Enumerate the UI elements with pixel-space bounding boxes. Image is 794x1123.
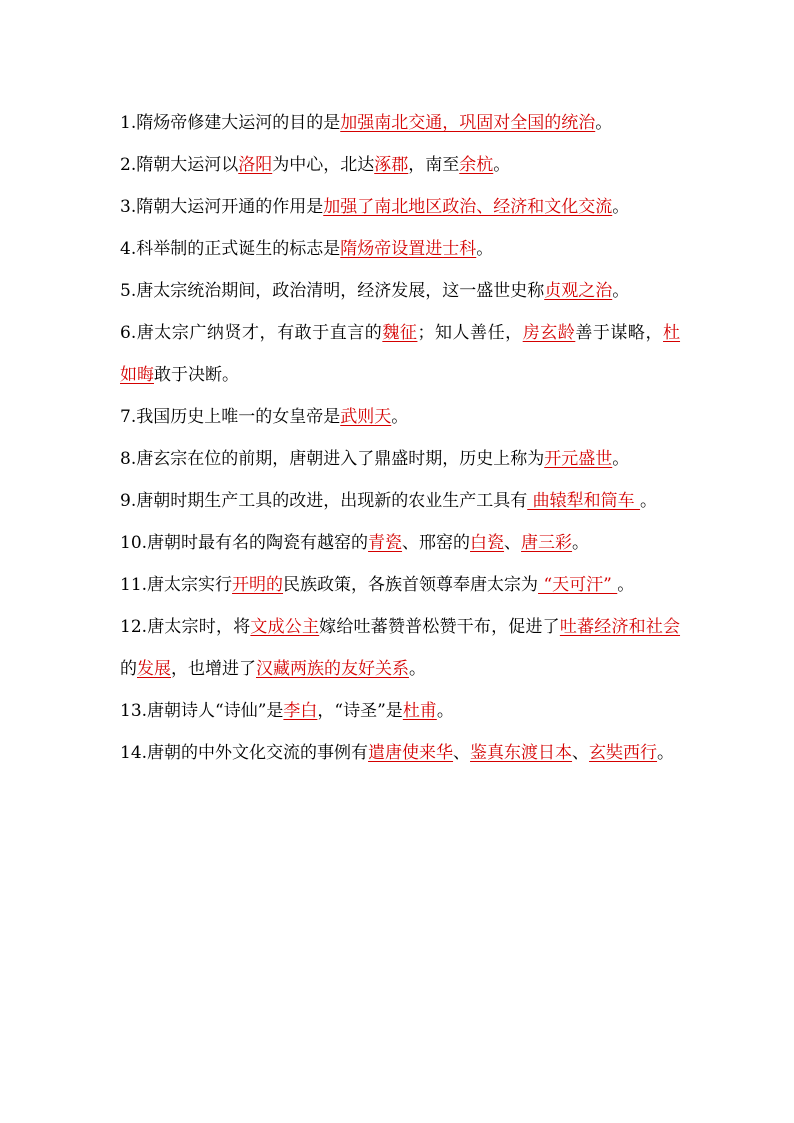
question-text: 、	[504, 533, 522, 553]
question-text: 。	[476, 239, 494, 259]
answer-text: 青瓷	[368, 533, 403, 553]
question-item	[120, 312, 680, 396]
question-item	[120, 102, 680, 144]
answer-text: 唐三彩	[521, 533, 573, 553]
answer-text: 文成公主	[250, 617, 320, 637]
question-text: 8.唐玄宗在位的前期，唐朝进入了鼎盛时期，历史上称为	[120, 449, 545, 469]
question-text: 嫁给吐蕃赞普松赞干布，促进了	[319, 617, 560, 637]
question-text: 民族政策，各族首领尊奉唐太宗为	[283, 575, 539, 595]
answer-text: 涿郡	[374, 155, 409, 175]
question-text: 6.唐太宗广纳贤才，有敢于直言的	[120, 323, 383, 343]
question-text: 2.隋朝大运河以	[120, 155, 239, 175]
question-text: 5.唐太宗统治期间，政治清明，经济发展，这一盛世史称	[120, 281, 545, 301]
question-text: 。	[391, 407, 409, 427]
answer-text: 杜如晦	[120, 323, 681, 385]
question-text: 。	[493, 155, 511, 175]
question-text: 1.隋炀帝修建大运河的目的是	[120, 113, 341, 133]
question-item	[120, 606, 680, 690]
question-list	[120, 102, 680, 774]
question-text: 3.隋朝大运河开通的作用是	[120, 197, 324, 217]
question-item	[120, 522, 680, 564]
question-text: 为中心，北达	[272, 155, 375, 175]
answer-text: 玄奘西行	[589, 743, 658, 763]
question-text: 。	[612, 449, 630, 469]
question-text: 7.我国历史上唯一的女皇帝是	[120, 407, 341, 427]
question-item	[120, 270, 680, 312]
question-text: 。	[617, 575, 635, 595]
answer-text: 开明的	[232, 575, 284, 595]
answer-text: 吐蕃经济和社会	[559, 617, 681, 637]
answer-text: 武则天	[340, 407, 392, 427]
question-text: 。	[612, 281, 630, 301]
answer-text: 鉴真东渡日本	[470, 743, 573, 763]
question-text: 。	[595, 113, 613, 133]
answer-text: 遣唐使来华	[368, 743, 454, 763]
answer-text: 余杭	[459, 155, 494, 175]
answer-text: 开元盛世	[544, 449, 613, 469]
question-text: 、	[453, 743, 471, 763]
document-page	[120, 102, 680, 774]
answer-text: 杜甫	[402, 701, 437, 721]
question-text: ；知人善任，	[417, 323, 523, 343]
question-text: 。	[612, 197, 630, 217]
question-text: ，南至	[408, 155, 460, 175]
question-text: 9.唐朝时期生产工具的改进，出现新的农业生产工具有	[120, 491, 528, 511]
question-text: 10.唐朝时最有名的陶瓷有越窑的	[120, 533, 369, 553]
answer-text: 白瓷	[470, 533, 505, 553]
answer-text: 汉藏两族的友好关系	[256, 659, 409, 679]
answer-text: 加强了南北地区政治、经济和文化交流	[323, 197, 613, 217]
question-text: 12.唐太宗时，将	[120, 617, 251, 637]
question-item	[120, 144, 680, 186]
question-text: 13.唐朝诗人“诗仙”是	[120, 701, 284, 721]
question-item	[120, 480, 680, 522]
answer-text: “天可汗”	[538, 575, 618, 595]
question-text: ，“诗圣”是	[317, 701, 403, 721]
question-text: 。	[409, 659, 426, 679]
question-item	[120, 564, 680, 606]
answer-text: 魏征	[382, 323, 418, 343]
question-item	[120, 228, 680, 270]
answer-text: 李白	[283, 701, 318, 721]
question-text: 敢于决断。	[154, 365, 239, 385]
question-text: 、	[572, 743, 590, 763]
answer-text: 隋炀帝设置进士科	[340, 239, 477, 259]
question-text: 11.唐太宗实行	[120, 575, 233, 595]
question-item	[120, 438, 680, 480]
answer-text: 洛阳	[238, 155, 273, 175]
question-text: ，也增进了	[171, 659, 256, 679]
answer-text: 贞观之治	[544, 281, 613, 301]
answer-text: 房玄龄	[522, 323, 576, 343]
question-item	[120, 690, 680, 732]
answer-text: 曲辕犁和筒车	[527, 491, 641, 511]
question-text: 善于谋略，	[575, 323, 664, 343]
question-text: 。	[640, 491, 658, 511]
question-item	[120, 396, 680, 438]
question-text: 4.科举制的正式诞生的标志是	[120, 239, 341, 259]
question-text: 。	[436, 701, 454, 721]
question-text: 的	[120, 659, 137, 679]
answer-text: 加强南北交通，巩固对全国的统治	[340, 113, 596, 133]
question-item	[120, 732, 680, 774]
question-text: 14.唐朝的中外文化交流的事例有	[120, 743, 369, 763]
question-text: 。	[657, 743, 675, 763]
question-text: 、邢窑的	[402, 533, 471, 553]
question-text: 。	[572, 533, 590, 553]
question-item	[120, 186, 680, 228]
answer-text: 发展	[137, 659, 171, 679]
